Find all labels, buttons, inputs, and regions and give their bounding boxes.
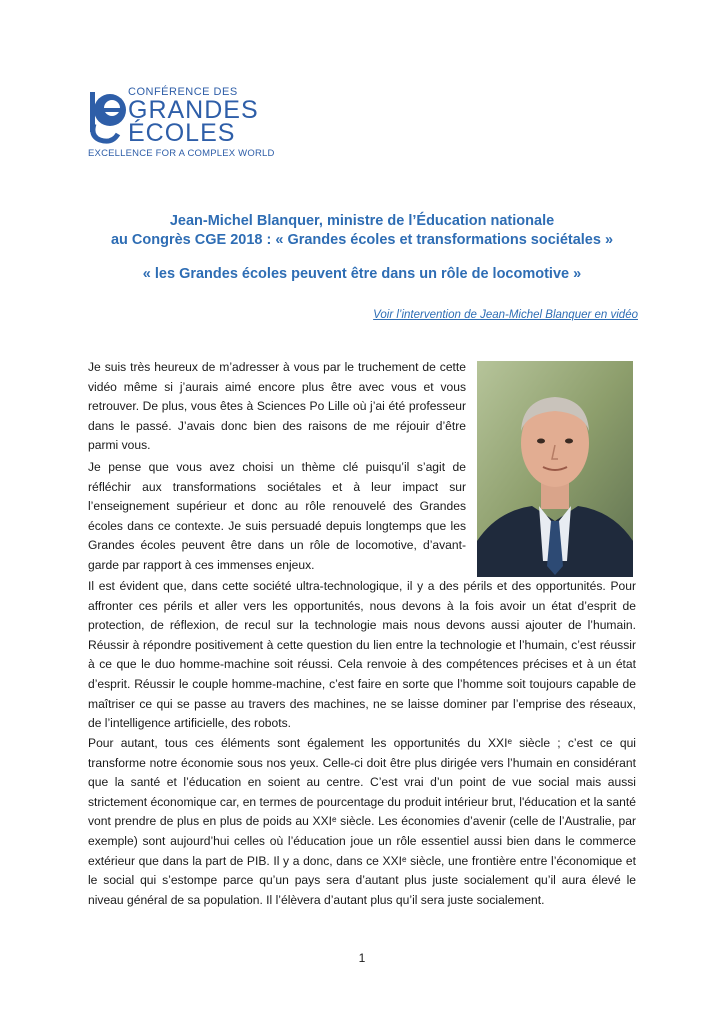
paragraph-3: Il est évident que, dans cette société ultra-technologique, il y a des périls et des opportunités. Pour affronter ces périls et aller vers les opportunités, nous devons à la fois avoir un état d’esprit de protection, de réflexion, de recul sur la technologie mais nous devons aussi ajouter de l’humain. Réussir à répondre positivement à cette question du lien entre la technologie et l’humain, c’est réussir à ce que le duo homme-machine soit réussi. Cela renvoie à des compétences précises et à un état d’esprit. Réussir le couple homme-machine, c’est faire en sorte que l’homme soit toujours capable de maîtriser ce qui se passe au travers des machines, ne se laisse dominer par l’emprise des réseaux, de l’intelligence artificielle, des robots.	[88, 579, 636, 731]
logo-line-3: ÉCOLES	[128, 119, 236, 147]
video-link[interactable]: Voir l’intervention de Jean-Michel Blanquer en vidéo	[373, 309, 638, 321]
subtitle: « les Grandes écoles peuvent être dans un rôle de locomotive »	[142, 266, 582, 282]
cge-logo	[88, 84, 275, 164]
logo-line-1: CONFÉRENCE DES	[128, 86, 238, 98]
page-number: 1	[358, 951, 366, 965]
portrait-icon	[477, 361, 633, 577]
logo-tagline: EXCELLENCE FOR A COMPLEX WORLD	[88, 148, 275, 159]
document-header	[80, 212, 644, 284]
logo-wordmark	[128, 86, 259, 145]
portrait-photo	[477, 361, 633, 577]
title-line-1: Jean-Michel Blanquer, ministre de l’Éducation nationale	[169, 213, 555, 229]
cge-logo-mark-icon	[88, 84, 126, 144]
paragraph-4: Pour autant, tous ces éléments sont également les opportunités du XXIᵉ siècle ; c’est ce qui transforme notre économie sous nos yeux. Celle-ci doit être plus dirigée vers l’humain en considérant que la santé et l’éducation en soient au centre. C’est vrai d’un point de vue social mais aussi strictement économique car, en termes de pourcentage du produit intérieur brut, l'éducation et la santé vont prendre de plus en plus de poids au XXIᵉ siècle. Les économies d’avenir (celle de l’Australie, par exemple) sont aujourd’hui celles où l’éducation joue un rôle essentiel aussi bien dans le commerce extérieur que dans la part de PIB. Il y a donc, dans ce XXIᵉ siècle, une frontière entre l’économique et le social qui s’estompe parce qu’un pays sera d’autant plus juste socialement qu’il aura élevé le niveau général de sa population. Il l’élèvera d’autant plus qu’il sera juste socialement.	[88, 736, 636, 907]
title-line-2: au Congrès CGE 2018 : « Grandes écoles et transformations sociétales »	[110, 232, 614, 248]
paragraph-2: Je pense que vous avez choisi un thème clé puisqu’il s’agit de réfléchir aux transformations sociétales et à leur impact sur l’enseignement supérieur et donc au rôle renouvelé des Grandes écoles dans ce contexte. Je suis persuadé depuis longtemps que les Grandes écoles peuvent être dans un rôle de locomotive, d’avant-garde par rapport à ces immenses enjeux.	[88, 460, 466, 572]
paragraph-1: Je suis très heureux de m’adresser à vous par le truchement de cette vidéo même si j’aurais aimé encore plus être avec vous et vous retrouver. De plus, vous êtes à Sciences Po Lille où j’ai été professeur dans le passé. J’avais donc bien des raisons de me réjouir d’être parmi vous.	[88, 360, 466, 453]
logo-line-2: GRANDES	[128, 96, 259, 124]
